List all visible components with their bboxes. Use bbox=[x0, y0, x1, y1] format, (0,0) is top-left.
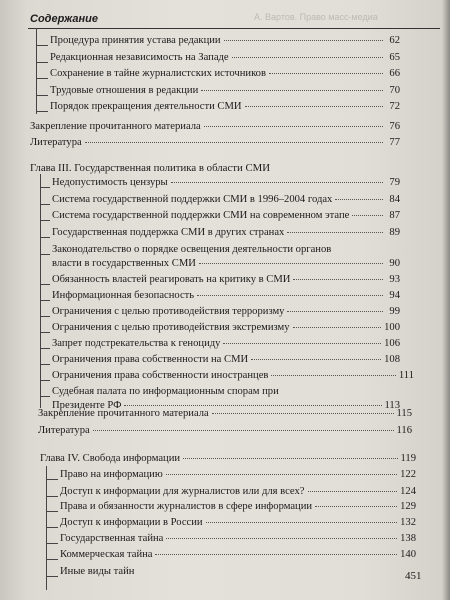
dot-leader bbox=[206, 522, 398, 523]
dot-leader bbox=[223, 343, 381, 344]
toc-entry-title: Сохранение в тайне журналистских источников bbox=[50, 68, 266, 79]
toc-entry bbox=[52, 353, 400, 367]
toc-entry-page: 100 bbox=[384, 322, 400, 333]
bracket-tick bbox=[36, 95, 48, 96]
bracket-tick bbox=[46, 543, 58, 544]
toc-entry bbox=[52, 385, 400, 399]
dot-leader bbox=[271, 375, 395, 376]
toc-entry-title: Информационная безопасность bbox=[52, 290, 195, 301]
toc-entry-title: Система государственной поддержки СМИ на современном этапе bbox=[52, 210, 350, 221]
toc-entry-title: Ограничения права собственности иностранцев bbox=[52, 370, 269, 381]
toc-entry bbox=[60, 485, 416, 499]
toc-entry-title: Запрет подстрекательства к геноциду bbox=[52, 338, 221, 349]
toc-entry-page: 124 bbox=[400, 486, 416, 497]
toc-entry-page: 66 bbox=[389, 68, 400, 79]
dot-leader bbox=[251, 359, 381, 360]
dot-leader bbox=[171, 182, 383, 183]
toc-entry-page: 94 bbox=[389, 290, 400, 301]
header-ghost-text: А. Вартов. Право масс-медиа bbox=[254, 12, 378, 22]
toc-entry-page: 93 bbox=[389, 274, 400, 285]
toc-entry-page: 129 bbox=[400, 501, 416, 512]
dot-leader bbox=[197, 295, 383, 296]
toc-entry bbox=[52, 226, 400, 240]
chapter-4-title: Глава IV. Свобода информации bbox=[40, 453, 181, 464]
toc-entry bbox=[38, 407, 412, 421]
toc-entry bbox=[30, 136, 400, 150]
toc-entry-title: Литература bbox=[38, 425, 90, 436]
bracket-tick bbox=[36, 62, 48, 63]
toc-entry-page: 70 bbox=[389, 85, 400, 96]
toc-entry-page: 132 bbox=[400, 517, 416, 528]
bracket-tick bbox=[40, 300, 50, 301]
toc-entry-title: Закрепление прочитанного материала bbox=[30, 121, 201, 132]
bracket-tick bbox=[40, 284, 50, 285]
chapter-4-title-row bbox=[40, 452, 416, 466]
toc-entry bbox=[30, 120, 400, 134]
toc-entry-page: 116 bbox=[396, 425, 412, 436]
toc-entry-page: 99 bbox=[389, 306, 400, 317]
toc-entry-title: Редакционная независимость на Западе bbox=[50, 52, 229, 63]
toc-entry bbox=[38, 424, 412, 438]
dot-leader bbox=[293, 327, 382, 328]
toc-entry bbox=[50, 100, 400, 114]
toc-entry-page: 89 bbox=[389, 227, 400, 238]
toc-entry-title: Государственная поддержка СМИ в других странах bbox=[52, 227, 285, 238]
toc-entry-title: Недопустимость цензуры bbox=[52, 177, 168, 188]
dot-leader bbox=[287, 311, 383, 312]
toc-entry-page: 77 bbox=[389, 137, 400, 148]
dot-leader bbox=[183, 458, 397, 459]
toc-entry bbox=[52, 257, 400, 271]
bracket-tick bbox=[46, 559, 58, 560]
toc-entry bbox=[52, 176, 400, 190]
toc-entry bbox=[52, 289, 400, 303]
toc-entry bbox=[52, 305, 400, 319]
toc-entry-title: Доступ к информации для журналистов или для всех? bbox=[60, 486, 305, 497]
dot-leader bbox=[93, 430, 394, 431]
bracket-tick bbox=[46, 511, 58, 512]
toc-entry-page: 111 bbox=[398, 370, 414, 381]
dot-leader bbox=[315, 506, 397, 507]
toc-entry-title: Процедура принятия устава редакции bbox=[50, 35, 221, 46]
bracket-tick bbox=[40, 316, 50, 317]
toc-entry-page: 138 bbox=[400, 533, 416, 544]
toc-entry bbox=[52, 193, 400, 207]
toc-entry-title: Доступ к информации в России bbox=[60, 517, 203, 528]
toc-entry-title: Ограничения с целью противодействия экстремизму bbox=[52, 322, 290, 333]
bracket-tick bbox=[40, 380, 50, 381]
dot-leader bbox=[335, 199, 383, 200]
bracket-tick bbox=[36, 78, 48, 79]
bracket-tick bbox=[40, 187, 50, 188]
toc-entry-title: Закрепление прочитанного материала bbox=[38, 408, 209, 419]
toc-entry bbox=[50, 84, 400, 98]
toc-entry bbox=[52, 321, 400, 335]
chapter-4-page: 119 bbox=[400, 453, 416, 464]
toc-entry-page: 115 bbox=[396, 408, 412, 419]
bracket-tick bbox=[46, 496, 58, 497]
bracket-line bbox=[46, 466, 47, 590]
toc-entry-page: 87 bbox=[389, 210, 400, 221]
toc-entry bbox=[60, 500, 416, 514]
toc-entry-title: Ограничения с целью противодействия терроризму bbox=[52, 306, 285, 317]
toc-entry-title: Обязанность властей реагировать на критику в СМИ bbox=[52, 274, 291, 285]
toc-entry-page: 108 bbox=[384, 354, 400, 365]
toc-entry-page: 76 bbox=[389, 121, 400, 132]
dot-leader bbox=[155, 554, 397, 555]
bracket-tick bbox=[40, 204, 50, 205]
bracket-tick bbox=[40, 364, 50, 365]
toc-entry-page: 62 bbox=[389, 35, 400, 46]
dot-leader bbox=[224, 40, 383, 41]
toc-entry-title: Судебная палата по информационным спорам при bbox=[52, 386, 279, 397]
dot-leader bbox=[352, 215, 383, 216]
dot-leader bbox=[308, 491, 398, 492]
dot-leader bbox=[166, 538, 397, 539]
dot-leader bbox=[269, 73, 383, 74]
toc-entry bbox=[52, 369, 414, 383]
toc-entry bbox=[52, 209, 400, 223]
toc-entry bbox=[60, 548, 416, 562]
toc-entry-title: Государственная тайна bbox=[60, 533, 164, 544]
toc-entry-page: 72 bbox=[389, 101, 400, 112]
chapter-3-title: Глава III. Государственная политика в области СМИ bbox=[30, 162, 271, 174]
dot-leader bbox=[232, 57, 383, 58]
bracket-tick bbox=[36, 45, 48, 46]
toc-entry bbox=[60, 516, 416, 530]
toc-entry-title: Трудовые отношения в редакции bbox=[50, 85, 199, 96]
bracket-tick bbox=[40, 254, 50, 255]
dot-leader bbox=[293, 279, 383, 280]
toc-entry bbox=[52, 243, 400, 257]
toc-entry-page: 84 bbox=[389, 194, 400, 205]
toc-entry-title: Президенте РФ bbox=[52, 400, 122, 411]
bracket-tick bbox=[40, 348, 50, 349]
toc-entry-title: Ограничения права собственности на СМИ bbox=[52, 354, 249, 365]
page-edge-shadow bbox=[442, 0, 450, 600]
dot-leader bbox=[201, 90, 383, 91]
toc-entry-page: 140 bbox=[400, 549, 416, 560]
toc-entry bbox=[60, 468, 416, 482]
dot-leader bbox=[85, 142, 383, 143]
bracket-tick bbox=[36, 111, 48, 112]
toc-entry bbox=[52, 273, 400, 287]
dot-leader bbox=[199, 263, 383, 264]
toc-entry bbox=[60, 565, 416, 579]
dot-leader bbox=[124, 405, 381, 406]
bracket-tick bbox=[40, 332, 50, 333]
dot-leader bbox=[166, 474, 397, 475]
toc-entry-page: 106 bbox=[384, 338, 400, 349]
bracket-tick bbox=[46, 576, 58, 577]
bracket-tick bbox=[40, 220, 50, 221]
bracket-line bbox=[40, 174, 41, 408]
toc-entry-page: 113 bbox=[384, 400, 400, 411]
toc-entry bbox=[50, 51, 400, 65]
toc-entry-page: 65 bbox=[389, 52, 400, 63]
page-number: 451 bbox=[405, 570, 422, 582]
bracket-tick bbox=[40, 237, 50, 238]
toc-entry-title: Литература bbox=[30, 137, 82, 148]
toc-entry bbox=[52, 337, 400, 351]
toc-entry-page: 122 bbox=[400, 469, 416, 480]
toc-entry-title: Право на информацию bbox=[60, 469, 163, 480]
toc-entry-page: 90 bbox=[389, 258, 400, 269]
toc-entry bbox=[50, 67, 400, 81]
dot-leader bbox=[212, 413, 394, 414]
toc-entry-title: власти в государственных СМИ bbox=[52, 258, 196, 269]
toc-entry-title: Иные виды тайн bbox=[60, 566, 135, 577]
bracket-line bbox=[36, 28, 37, 114]
toc-entry-title: Система государственной поддержки СМИ в 1996–2004 годах bbox=[52, 194, 333, 205]
bracket-tick bbox=[46, 479, 58, 480]
header-title: Содержание bbox=[30, 13, 98, 25]
toc-entry bbox=[60, 532, 416, 546]
bracket-tick bbox=[40, 396, 50, 397]
dot-leader bbox=[204, 126, 383, 127]
toc-entry bbox=[50, 34, 400, 48]
dot-leader bbox=[245, 106, 383, 107]
dot-leader bbox=[287, 232, 383, 233]
toc-entry-title: Права и обязанности журналистов в сфере информации bbox=[60, 501, 313, 512]
toc-entry-title: Законодательство о порядке освещения деятельности органов bbox=[52, 244, 332, 255]
bracket-tick bbox=[46, 527, 58, 528]
toc-entry-page: 79 bbox=[389, 177, 400, 188]
toc-entry-title: Порядок прекращения деятельности СМИ bbox=[50, 101, 242, 112]
toc-entry-title: Коммерческая тайна bbox=[60, 549, 153, 560]
